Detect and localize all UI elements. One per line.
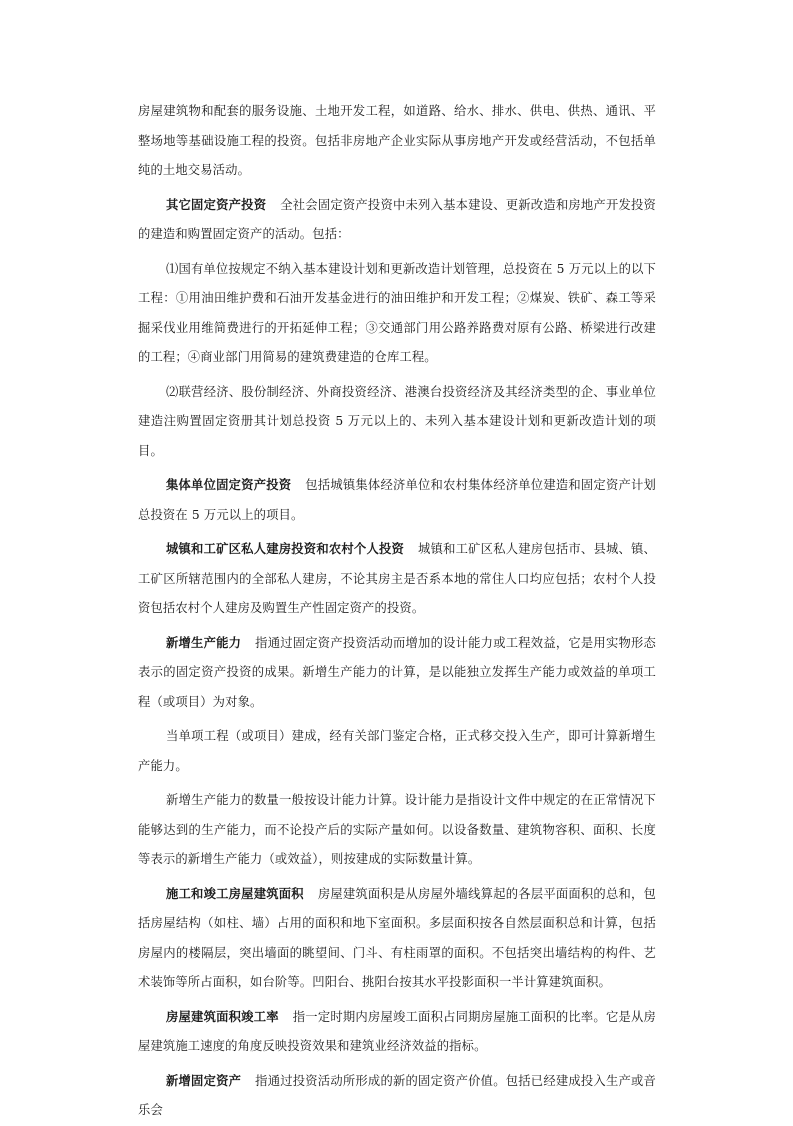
term-heading: 房屋建筑面积竣工率 [166,1009,279,1024]
paragraph-text: 指通过投资活动所形成的新的固定资产价值。包括已经建成投入生产或音乐会 [138,1073,656,1117]
paragraph-item-2-joint-ventures [138,378,656,467]
paragraph-other-fixed-asset-investment [138,191,656,250]
paragraph-text: 当单项工程（或项目）建成，经有关部门鉴定合格，正式移交投入生产，即可计算新增生产能力。 [138,729,656,773]
paragraph-text: ⑵联营经济、股份制经济、外商投资经济、港澳台投资经济及其经济类型的企、事业单位建造注购置固定资册其计划总投资 5 万元以上的、未列入基本建设计划和更新改造计划的项目。 [138,384,656,458]
term-heading: 城镇和工矿区私人建房投资和农村个人投资 [166,542,405,556]
paragraph-text: ⑴国有单位按规定不纳入基本建设计划和更新改造计划管理，总投资在 5 万元以上的以下工程：①用油田维护费和石油开发基金进行的油田维护和开发工程；②煤炭、铁矿、森工等采掘采伐业用维简费进行的开拓延伸工程；③交通部门用公路养路费对原有公路、桥梁进行改建的工程；④商业部门用简易的建筑费建造的仓库工程。 [138,261,656,364]
paragraph-capacity-calculation-timing [138,722,656,781]
term-heading: 其它固定资产投资 [166,197,267,212]
paragraph-text: 城镇和工矿区私人建房包括市、县城、镇、工矿区所辖范围内的全部私人建房，不论其房主是否系本地的常住人口均应包括；农村个人投资包括农村个人建房及购置生产性固定资产的投资。 [138,542,656,615]
paragraph-private-housing-investment [138,535,656,624]
paragraph-capacity-quantity [138,786,656,875]
paragraph-item-1-state-units [138,255,656,373]
paragraph-text: 新增生产能力的数量一般按设计能力计算。设计能力是指设计文件中规定的在正常情况下能够达到的生产能力，而不论投产后的实际产量如何。以设备数量、建筑物容积、面积、长度等表示的新增生产能力（或效益），则按建成的实际数量计算。 [138,793,656,866]
document-body [138,97,656,1126]
paragraph-text: 包括城镇集体经济单位和农村集体经济单位建造和固定资产计划总投资在 5 万元以上的项目。 [138,478,656,522]
paragraph-new-fixed-assets [138,1067,656,1126]
paragraph-real-estate-continued [138,97,656,186]
paragraph-text: 指一定时期内房屋竣工面积占同期房屋施工面积的比率。它是从房屋建筑施工速度的角度反映投资效果和建筑业经济效益的指标。 [138,1009,656,1053]
paragraph-floor-area [138,880,656,998]
term-heading: 新增生产能力 [166,635,242,650]
term-heading: 新增固定资产 [166,1073,242,1088]
term-heading: 集体单位固定资产投资 [166,478,292,492]
paragraph-completion-rate [138,1003,656,1062]
paragraph-text: 指通过固定资产投资活动而增加的设计能力或工程效益，它是用实物形态表示的固定资产投资的成果。新增生产能力的计算，是以能独立发挥生产能力或效益的单项工程（或项目）为对象。 [138,635,656,709]
paragraph-text: 房屋建筑物和配套的服务设施、土地开发工程，如道路、给水、排水、供电、供热、通讯、平整场地等基础设施工程的投资。包括非房地产企业实际从事房地产开发或经营活动，不包括单纯的土地交易活动。 [138,104,656,177]
term-heading: 施工和竣工房屋建筑面积 [166,886,304,901]
paragraph-text: 全社会固定资产投资中未列入基本建设、更新改造和房地产开发投资的建造和购置固定资产的活动。包括： [138,197,656,241]
paragraph-new-production-capacity [138,629,656,718]
paragraph-text: 房屋建筑面积是从房屋外墙线算起的各层平面面积的总和，包括房屋结构（如柱、墙）占用的面积和地下室面积。多层面积按各自然层面积总和计算，包括房屋内的楼隔层，突出墙面的眺望间、门斗、有柱雨罩的面积。不包括突出墙结构的构件、艺术装饰等所占面积，如台阶等。凹阳台、挑阳台按其水平投影面积一半计算建筑面积。 [138,886,656,989]
paragraph-collective-unit-investment [138,471,656,530]
